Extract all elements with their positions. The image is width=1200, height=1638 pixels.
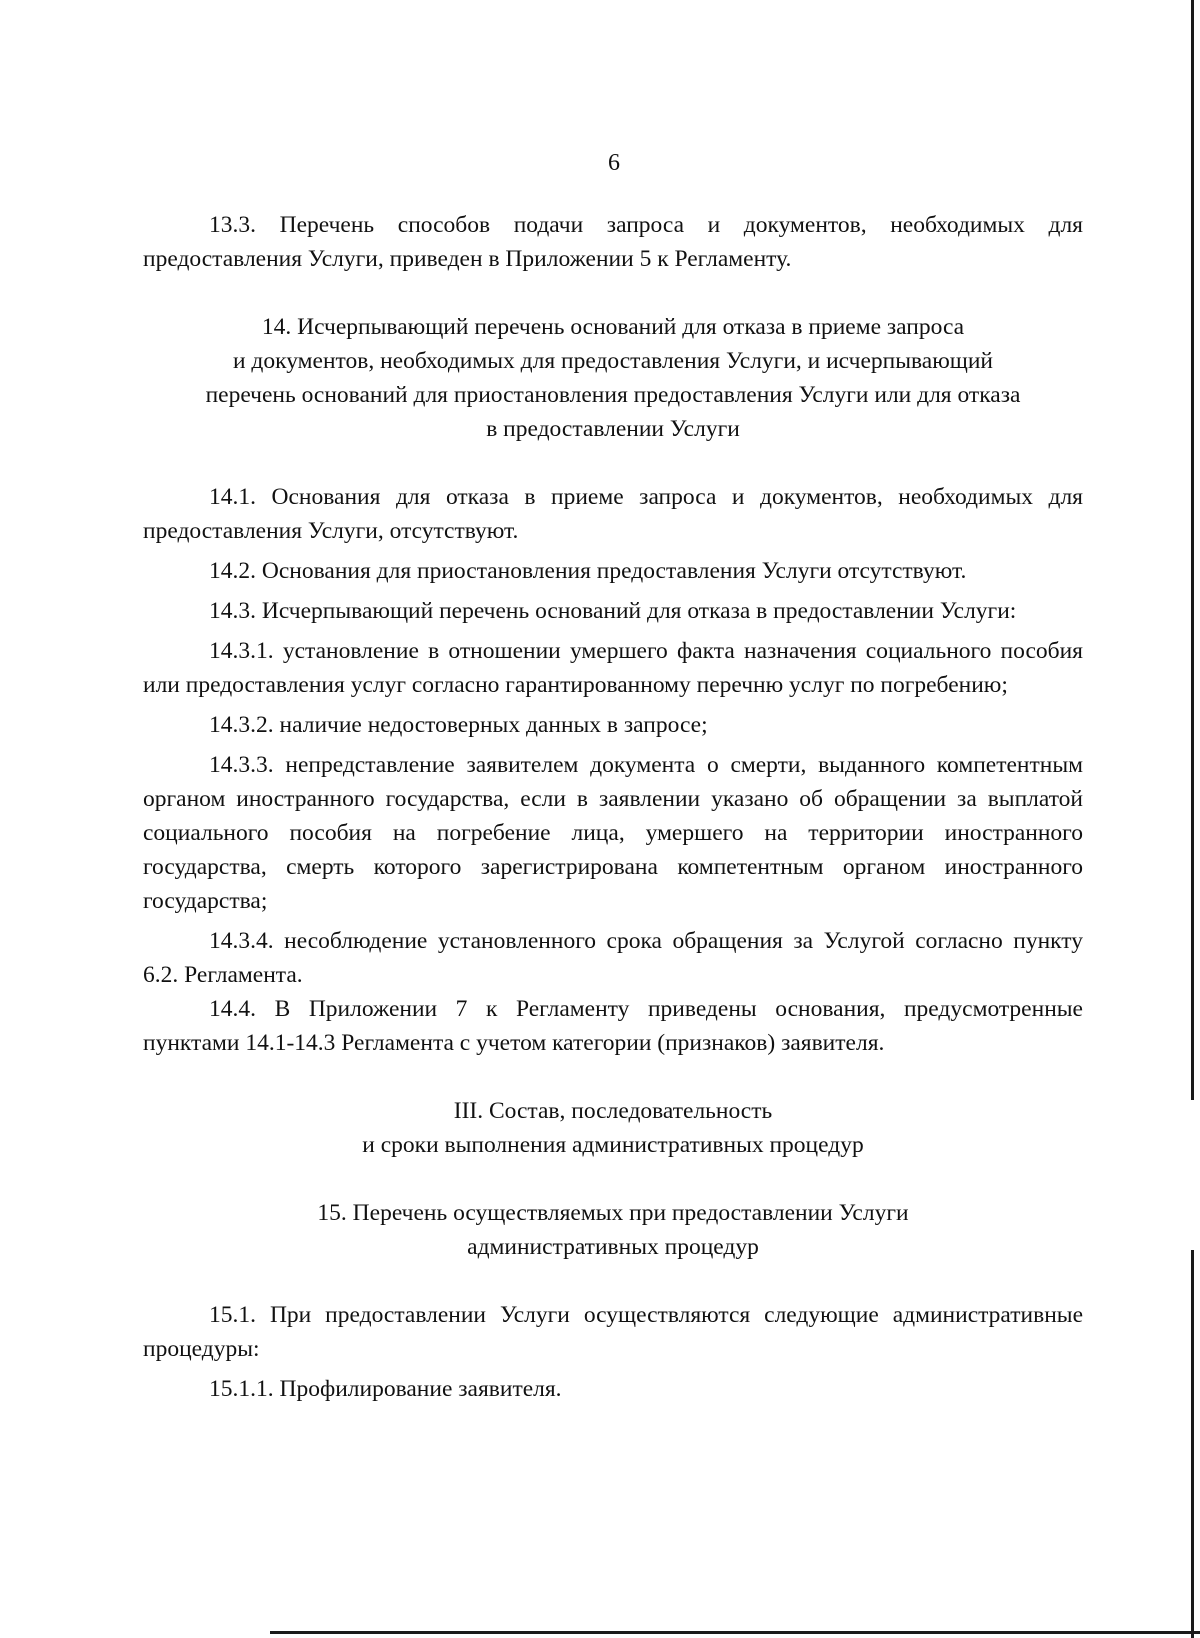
scan-edge-right (1191, 0, 1194, 1638)
section-3-line-1: III. Состав, последовательность (453, 1098, 773, 1124)
heading-14-line-4: в предоставлении Услуги (486, 416, 740, 442)
heading-15-line-1: 15. Перечень осуществляемых при предоставлении Услуги (317, 1200, 909, 1226)
heading-15 (143, 1196, 1083, 1264)
paragraph-15-1: 15.1. При предоставлении Услуги осуществляются следующие административные процедуры: (143, 1302, 1083, 1362)
heading-14-line-2: и документов, необходимых для предоставления Услуги, и исчерпывающий (232, 348, 994, 374)
scan-edge-bottom (270, 1631, 1200, 1634)
paragraph-14-2: 14.2. Основания для приостановления предоставления Услуги отсутствуют. (209, 558, 967, 584)
paragraph-15-1-1: 15.1.1. Профилирование заявителя. (209, 1376, 562, 1402)
heading-14-line-1: 14. Исчерпывающий перечень оснований для отказа в приеме запроса (261, 314, 965, 340)
paragraph-14-1: 14.1. Основания для отказа в приеме запроса и документов, необходимых для предоставления Услуги, отсутствуют. (143, 484, 1083, 544)
paragraph-14-3-2: 14.3.2. наличие недостоверных данных в запросе; (209, 712, 708, 738)
heading-15-line-2: административных процедур (467, 1234, 759, 1260)
section-3-heading (143, 1094, 1083, 1162)
document-body (143, 208, 1083, 1406)
paragraph-14-3-4: 14.3.4. несоблюдение установленного срока обращения за Услугой согласно пункту 6.2. Регламента. (143, 928, 1083, 988)
paragraph-14-3-1: 14.3.1. установление в отношении умершего факта назначения социального пособия или предоставления услуг согласно гарантированному перечню услуг по погребению; (143, 638, 1083, 698)
heading-14 (143, 310, 1083, 446)
paragraph-14-3: 14.3. Исчерпывающий перечень оснований для отказа в предоставлении Услуги: (209, 598, 1017, 624)
section-3-line-2: и сроки выполнения административных процедур (362, 1132, 864, 1158)
heading-14-line-3: перечень оснований для приостановления предоставления Услуги или для отказа (205, 382, 1021, 408)
paragraph-14-3-3: 14.3.3. непредставление заявителем документа о смерти, выданного компетентным органом иностранного государства, если в заявлении указано об обращении за выплатой социального пособия на погребение лица, умершего на территории иностранного государства, смерть которого зарегистрирована компетентным органом иностранного государства; (143, 752, 1083, 914)
paragraph-14-4: 14.4. В Приложении 7 к Регламенту приведены основания, предусмотренные пунктами 14.1-14.3 Регламента с учетом категории (признаков) заявителя. (143, 996, 1083, 1056)
scan-edge-gap (1191, 1100, 1194, 1250)
paragraph-13-3: 13.3. Перечень способов подачи запроса и документов, необходимых для предоставления Услуги, приведен в Приложении 5 к Регламенту. (143, 212, 1083, 272)
page-number: 6 (608, 150, 620, 176)
